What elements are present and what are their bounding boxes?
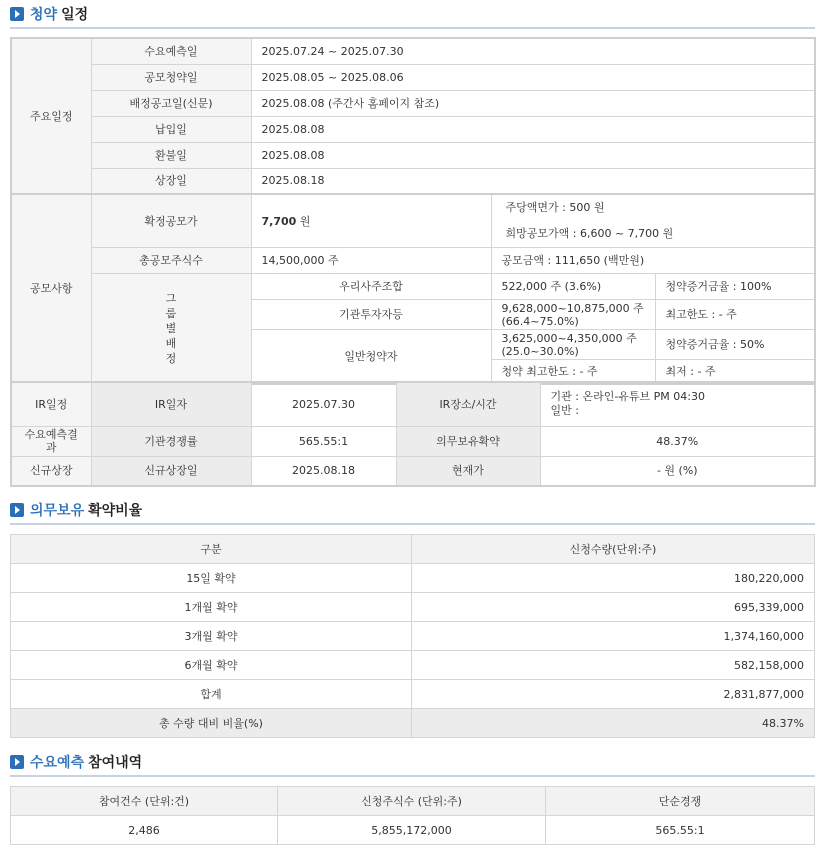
total-offering-amount: 공모금액 : 111,650 (백만원): [491, 248, 815, 274]
lockup-row-value: 1,374,160,000: [412, 622, 815, 651]
demand-table: [10, 786, 815, 845]
ir-table: [10, 381, 816, 487]
lockup-row-label: 6개월 확약: [11, 651, 412, 680]
group-allocation-text: 그룹별배정: [165, 291, 177, 365]
lockup-ratio-label: 총 수량 대비 비율(%): [11, 709, 412, 738]
competition-rate-value: 565.55:1: [251, 426, 396, 456]
schedule-row-value: 2025.08.18: [251, 168, 815, 194]
ir-date-value: 2025.07.30: [251, 382, 396, 426]
final-price-label: 확정공모가: [91, 194, 251, 248]
lockup-row-label: 3개월 확약: [11, 622, 412, 651]
section-bullet-icon: [10, 755, 24, 769]
section-divider: [10, 523, 815, 525]
schedule-row-value: 2025.08.08: [251, 116, 815, 142]
demand-header: 단순경쟁: [546, 787, 815, 816]
current-price-label: 현재가: [396, 456, 540, 486]
lockup-row-value: 582,158,000: [412, 651, 815, 680]
listing-label: 신규상장: [11, 456, 91, 486]
schedule-row-value: 2025.08.05 ~ 2025.08.06: [251, 64, 815, 90]
schedule-table: [10, 37, 816, 195]
demand-header: 신청주식수 (단위:주): [278, 787, 546, 816]
lockup-row-label: 15일 확약: [11, 564, 412, 593]
lockup-row-label: 1개월 확약: [11, 593, 412, 622]
schedule-row-value: 2025.08.08: [251, 142, 815, 168]
lockup-row-value: 180,220,000: [412, 564, 815, 593]
group-name: 일반청약자: [251, 330, 491, 384]
schedule-row-label: 상장일: [91, 168, 251, 194]
final-price-unit: 원: [299, 214, 311, 228]
main-schedule-label: 주요일정: [11, 38, 91, 194]
ir-place-label: IR장소/시간: [396, 382, 540, 426]
competition-rate-label: 기관경쟁률: [91, 426, 251, 456]
final-price-value: 7,700: [261, 214, 297, 228]
final-price: [251, 194, 491, 248]
section-bullet-icon: [10, 7, 24, 21]
current-price-value: - 원 (%): [540, 456, 815, 486]
offering-table: [10, 193, 816, 385]
ir-date-label: IR일자: [91, 382, 251, 426]
lockup-header: 구분: [11, 535, 412, 564]
offering-label: 공모사항: [11, 194, 91, 384]
group-qty: 9,628,000~10,875,000 주 (66.4~75.0%): [491, 300, 655, 330]
demand-result-label: 수요예측결과: [11, 426, 91, 456]
ir-place-general: 일반 :: [550, 404, 579, 418]
group-min-limit: 최저 : - 주: [655, 360, 815, 384]
group-name: 기관투자자등: [251, 300, 491, 330]
listing-date-value: 2025.08.18: [251, 456, 396, 486]
section-title-demand: 수요예측 참여내역: [10, 751, 142, 773]
ir-place-institution: 기관 : 온라인-유튜브 PM 04:30: [550, 390, 705, 404]
lockup-total-label: 합계: [11, 680, 412, 709]
schedule-row-value: 2025.08.08 (주간사 홈페이지 참조): [251, 90, 815, 116]
section-divider: [10, 775, 815, 777]
total-shares-value: 14,500,000 주: [251, 248, 491, 274]
group-info: 청약증거금율 : 50%: [655, 330, 815, 360]
demand-header: 참여건수 (단위:건): [11, 787, 278, 816]
schedule-row-label: 배정공고일(신문): [91, 90, 251, 116]
section-bullet-icon: [10, 503, 24, 517]
group-qty: 522,000 주 (3.6%): [491, 274, 655, 300]
schedule-row-label: 수요예측일: [91, 38, 251, 64]
price-info: [491, 194, 815, 248]
group-info: 최고한도 : - 주: [655, 300, 815, 330]
group-max-limit: 청약 최고한도 : - 주: [491, 360, 655, 384]
par-value: 주당액면가 : 500 원: [505, 201, 605, 214]
schedule-row-label: 납입일: [91, 116, 251, 142]
group-qty: 3,625,000~4,350,000 주 (25.0~30.0%): [491, 330, 655, 360]
schedule-row-value: 2025.07.24 ~ 2025.07.30: [251, 38, 815, 64]
applied-shares: 5,855,172,000: [278, 816, 546, 845]
participation-count: 2,486: [11, 816, 278, 845]
schedule-row-label: 환불일: [91, 142, 251, 168]
ir-place-value: [540, 382, 815, 426]
ir-label: IR일정: [11, 382, 91, 426]
simple-competition: 565.55:1: [546, 816, 815, 845]
section-divider: [10, 27, 815, 29]
section-title-schedule: 청약 일정: [10, 3, 88, 25]
listing-date-label: 신규상장일: [91, 456, 251, 486]
section-title-lockup: 의무보유 확약비율: [10, 499, 142, 521]
schedule-row-label: 공모청약일: [91, 64, 251, 90]
lockup-commitment-label: 의무보유확약: [396, 426, 540, 456]
lockup-commitment-value: 48.37%: [540, 426, 815, 456]
lockup-table: [10, 534, 815, 738]
lockup-header: 신청수량(단위:주): [412, 535, 815, 564]
group-allocation-label: [91, 274, 251, 384]
lockup-row-value: 695,339,000: [412, 593, 815, 622]
total-shares-label: 총공모주식수: [91, 248, 251, 274]
lockup-total-value: 2,831,877,000: [412, 680, 815, 709]
group-name: 우리사주조합: [251, 274, 491, 300]
lockup-ratio-value: 48.37%: [412, 709, 815, 738]
desired-price-range: 희망공모가액 : 6,600 ~ 7,700 원: [505, 227, 674, 240]
group-info: 청약증거금율 : 100%: [655, 274, 815, 300]
